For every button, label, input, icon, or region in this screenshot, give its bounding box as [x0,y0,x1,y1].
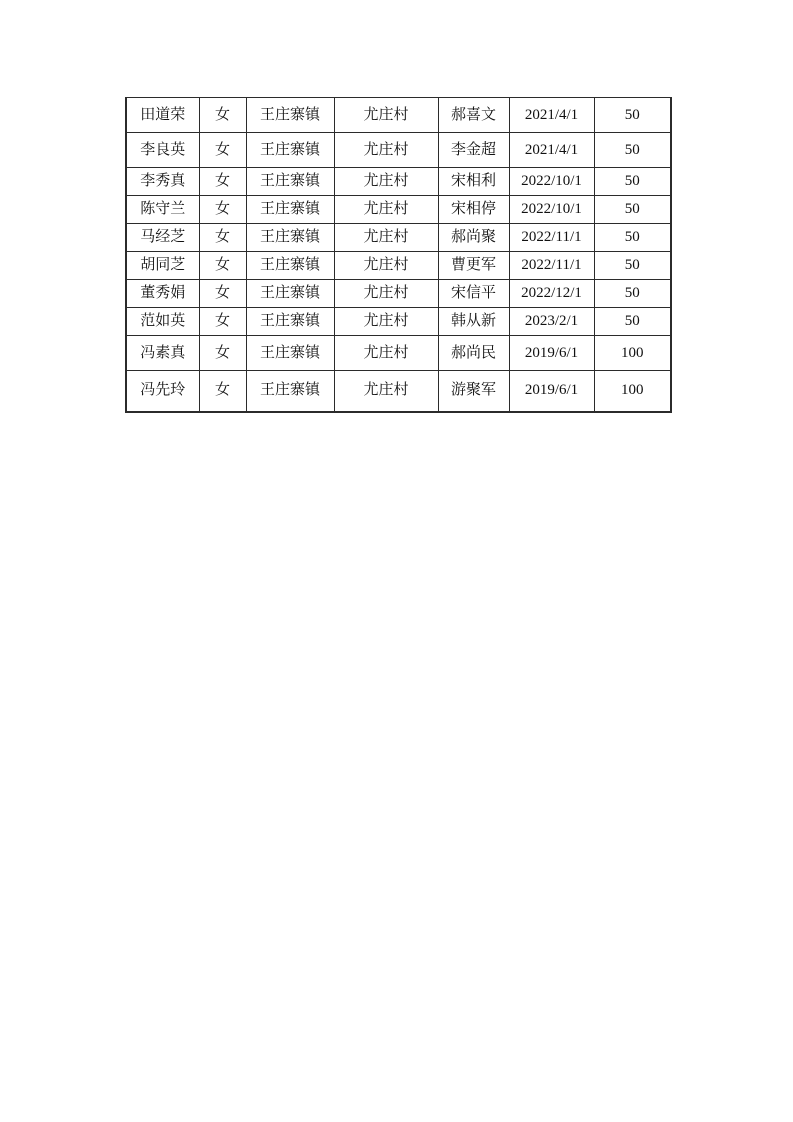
cell-person-name: 李秀真 [126,168,199,196]
cell-town: 王庄寨镇 [246,280,334,308]
cell-date: 2019/6/1 [509,371,594,412]
cell-amount: 50 [594,308,671,336]
cell-contact-name: 李金超 [438,133,509,168]
cell-amount: 50 [594,98,671,133]
cell-village: 尤庄村 [334,133,438,168]
cell-amount: 50 [594,280,671,308]
records-table [125,97,672,413]
cell-date: 2021/4/1 [509,98,594,133]
cell-gender: 女 [199,252,246,280]
table-row [126,168,671,196]
cell-gender: 女 [199,98,246,133]
cell-gender: 女 [199,224,246,252]
cell-town: 王庄寨镇 [246,308,334,336]
records-table-body [126,98,671,412]
cell-contact-name: 游聚军 [438,371,509,412]
cell-gender: 女 [199,196,246,224]
cell-village: 尤庄村 [334,224,438,252]
cell-date: 2022/11/1 [509,224,594,252]
cell-person-name: 李良英 [126,133,199,168]
cell-person-name: 冯素真 [126,336,199,371]
cell-amount: 100 [594,336,671,371]
table-row [126,336,671,371]
cell-person-name: 董秀娟 [126,280,199,308]
cell-date: 2019/6/1 [509,336,594,371]
cell-person-name: 马经芝 [126,224,199,252]
cell-amount: 50 [594,252,671,280]
cell-village: 尤庄村 [334,98,438,133]
table-row [126,98,671,133]
cell-contact-name: 郝尚聚 [438,224,509,252]
cell-town: 王庄寨镇 [246,98,334,133]
table-row [126,224,671,252]
cell-date: 2021/4/1 [509,133,594,168]
cell-gender: 女 [199,308,246,336]
cell-village: 尤庄村 [334,280,438,308]
cell-date: 2022/11/1 [509,252,594,280]
cell-village: 尤庄村 [334,252,438,280]
cell-amount: 50 [594,168,671,196]
cell-town: 王庄寨镇 [246,133,334,168]
cell-town: 王庄寨镇 [246,168,334,196]
cell-village: 尤庄村 [334,168,438,196]
cell-date: 2022/10/1 [509,196,594,224]
cell-gender: 女 [199,168,246,196]
cell-amount: 50 [594,224,671,252]
cell-village: 尤庄村 [334,371,438,412]
cell-date: 2023/2/1 [509,308,594,336]
cell-village: 尤庄村 [334,308,438,336]
cell-gender: 女 [199,133,246,168]
cell-gender: 女 [199,371,246,412]
table-row [126,371,671,412]
cell-contact-name: 郝尚民 [438,336,509,371]
cell-town: 王庄寨镇 [246,336,334,371]
cell-amount: 50 [594,133,671,168]
cell-person-name: 田道荣 [126,98,199,133]
cell-contact-name: 宋信平 [438,280,509,308]
cell-amount: 50 [594,196,671,224]
table-row [126,280,671,308]
cell-contact-name: 曹更军 [438,252,509,280]
table-row [126,196,671,224]
table-row [126,252,671,280]
cell-town: 王庄寨镇 [246,224,334,252]
cell-town: 王庄寨镇 [246,252,334,280]
cell-person-name: 范如英 [126,308,199,336]
cell-town: 王庄寨镇 [246,371,334,412]
cell-date: 2022/12/1 [509,280,594,308]
cell-contact-name: 宋相停 [438,196,509,224]
table-row [126,133,671,168]
cell-contact-name: 郝喜文 [438,98,509,133]
cell-village: 尤庄村 [334,196,438,224]
cell-gender: 女 [199,336,246,371]
cell-contact-name: 韩从新 [438,308,509,336]
cell-person-name: 陈守兰 [126,196,199,224]
cell-town: 王庄寨镇 [246,196,334,224]
cell-contact-name: 宋相利 [438,168,509,196]
cell-gender: 女 [199,280,246,308]
cell-person-name: 胡同芝 [126,252,199,280]
cell-amount: 100 [594,371,671,412]
table-row [126,308,671,336]
cell-date: 2022/10/1 [509,168,594,196]
cell-village: 尤庄村 [334,336,438,371]
cell-person-name: 冯先玲 [126,371,199,412]
